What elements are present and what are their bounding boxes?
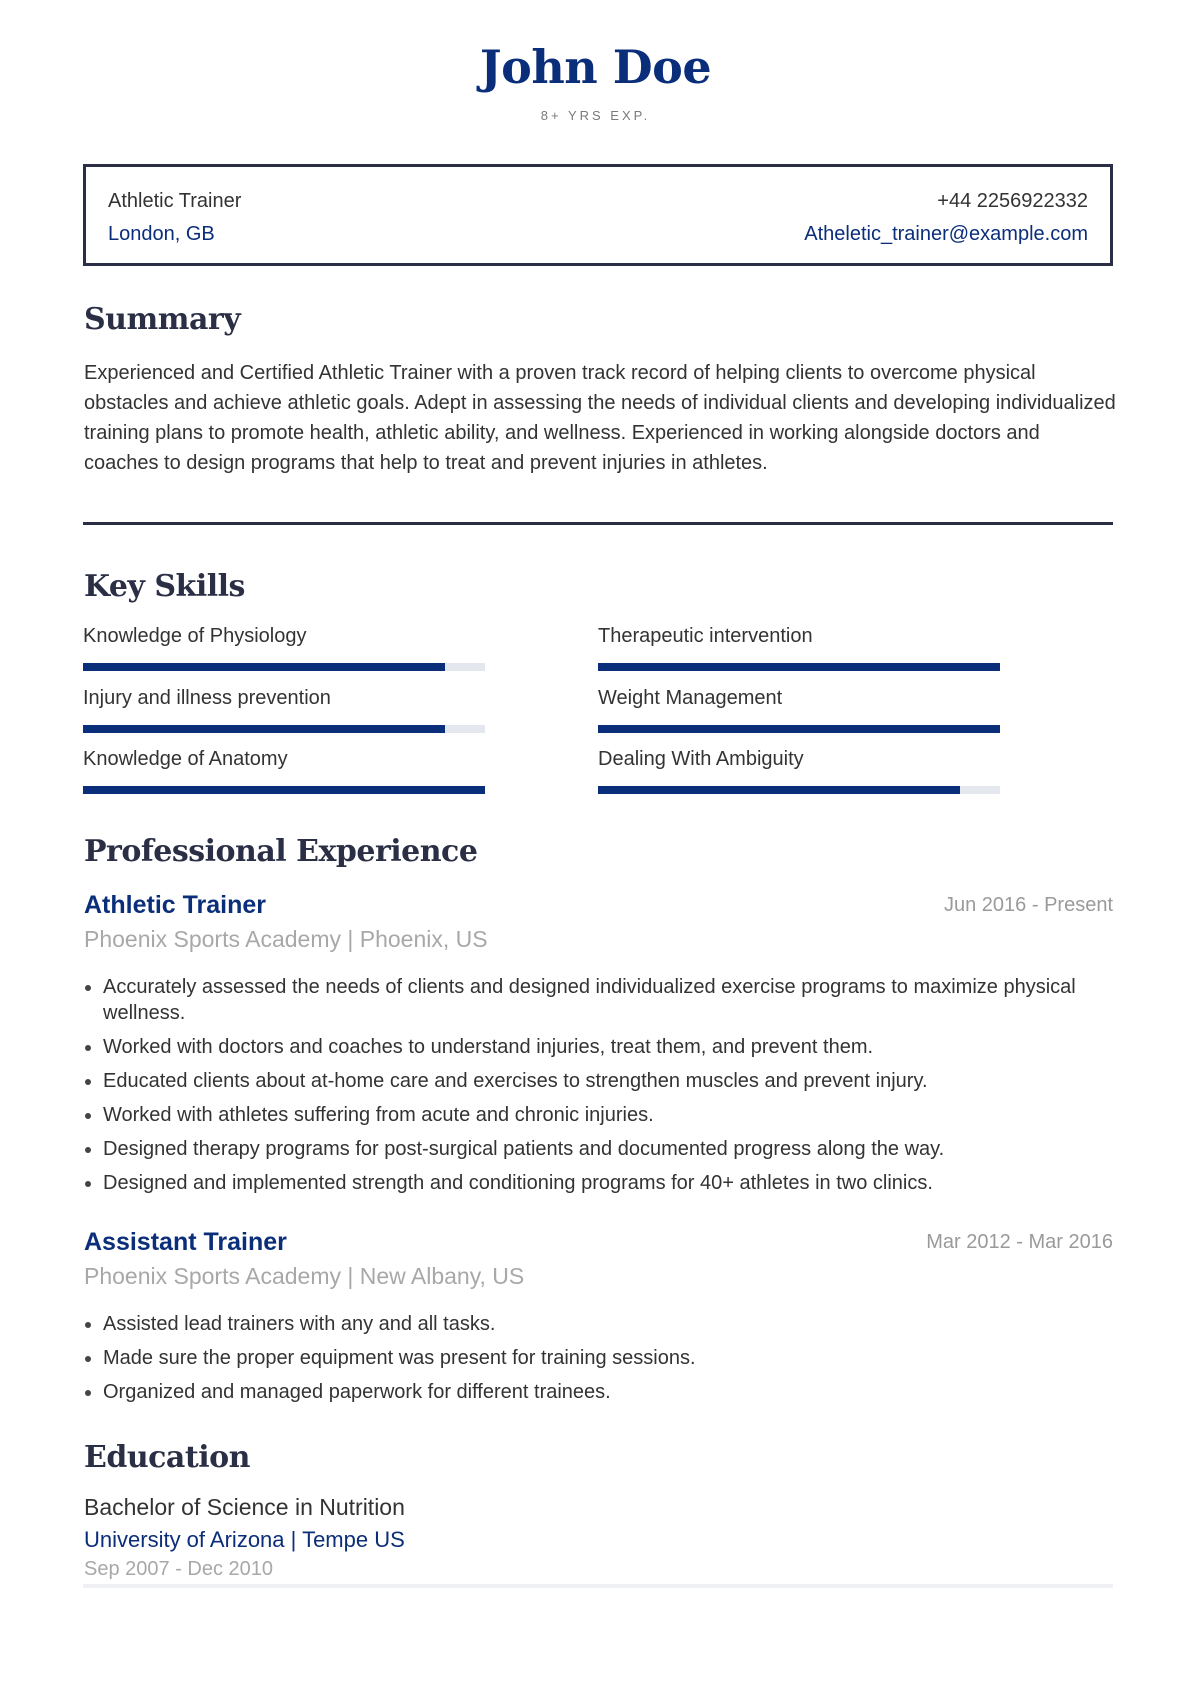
- skill-bar: [83, 786, 485, 794]
- job-company: Phoenix Sports Academy | New Albany, US: [84, 1263, 525, 1289]
- location: London, GB: [108, 223, 215, 245]
- skill-item: [83, 624, 485, 671]
- phone-number: +44 2256922332: [937, 190, 1088, 212]
- job-role: Athletic Trainer: [108, 190, 242, 212]
- skills-heading: Key Skills: [84, 569, 245, 604]
- job-bullets: [84, 1311, 1119, 1413]
- skill-bar: [598, 663, 1000, 671]
- candidate-name: John Doe: [479, 40, 712, 94]
- contact-box: [83, 164, 1113, 266]
- skill-item: [83, 747, 485, 794]
- list-item: Educated clients about at-home care and exercises to strengthen muscles and prevent injury.: [84, 1068, 1119, 1094]
- summary-text: Experienced and Certified Athletic Trainer with a proven track record of helping clients to overcome physical obstacles and achieve athletic goals. Adept in assessing the needs of individual clients and developing individualized training plans to promote health, athletic ability, and wellness. Experienced in working alongside doctors and coaches to design programs that help to treat and prevent injuries in athletes.: [84, 362, 1116, 474]
- skill-label: Dealing With Ambiguity: [598, 748, 804, 770]
- skill-label: Weight Management: [598, 687, 783, 709]
- skill-label: Therapeutic intervention: [598, 625, 813, 647]
- job-dates: Mar 2012 - Mar 2016: [926, 1231, 1113, 1253]
- skill-bar-fill: [598, 663, 1000, 671]
- list-item: Organized and managed paperwork for different trainees.: [84, 1379, 1119, 1405]
- job-dates: Jun 2016 - Present: [944, 894, 1113, 916]
- skill-label: Knowledge of Physiology: [83, 625, 307, 647]
- skill-item: [598, 624, 1000, 671]
- list-item: Made sure the proper equipment was present for training sessions.: [84, 1345, 1119, 1371]
- education-degree: Bachelor of Science in Nutrition: [84, 1494, 405, 1520]
- education-dates: Sep 2007 - Dec 2010: [84, 1558, 274, 1580]
- list-item: Worked with athletes suffering from acute and chronic injuries.: [84, 1102, 1119, 1128]
- skill-item: [598, 747, 1000, 794]
- experience-heading: Professional Experience: [84, 834, 478, 869]
- skill-bar: [598, 786, 1000, 794]
- job-company: Phoenix Sports Academy | Phoenix, US: [84, 926, 488, 952]
- skill-bar-fill: [83, 786, 485, 794]
- list-item: Designed therapy programs for post-surgical patients and documented progress along the way.: [84, 1136, 1119, 1162]
- experience-years: 8+ YRS EXP.: [540, 108, 651, 123]
- skill-bar-fill: [598, 725, 1000, 733]
- skill-label: Knowledge of Anatomy: [83, 748, 288, 770]
- skill-bar-fill: [83, 725, 445, 733]
- skill-bar: [83, 725, 485, 733]
- summary-heading: Summary: [84, 302, 241, 337]
- email-link[interactable]: Atheletic_trainer@example.com: [804, 223, 1088, 245]
- skill-label: Injury and illness prevention: [83, 687, 331, 709]
- job-title: Athletic Trainer: [84, 891, 266, 919]
- job-bullets: [84, 974, 1119, 1204]
- skill-item: [83, 686, 485, 733]
- skill-bar-fill: [83, 663, 445, 671]
- list-item: Designed and implemented strength and conditioning programs for 40+ athletes in two clinics.: [84, 1170, 1119, 1196]
- skill-bar: [598, 725, 1000, 733]
- skill-item: [598, 686, 1000, 733]
- education-heading: Education: [84, 1440, 250, 1475]
- skill-bar: [83, 663, 485, 671]
- section-divider: [83, 522, 1113, 525]
- list-item: Assisted lead trainers with any and all tasks.: [84, 1311, 1119, 1337]
- job-title: Assistant Trainer: [84, 1228, 287, 1256]
- skill-bar-fill: [598, 786, 960, 794]
- list-item: Worked with doctors and coaches to understand injuries, treat them, and prevent them.: [84, 1034, 1119, 1060]
- education-school: University of Arizona | Tempe US: [84, 1527, 405, 1552]
- section-divider: [83, 1584, 1113, 1588]
- list-item: Accurately assessed the needs of clients and designed individualized exercise programs to maximize physical wellness.: [84, 974, 1119, 1026]
